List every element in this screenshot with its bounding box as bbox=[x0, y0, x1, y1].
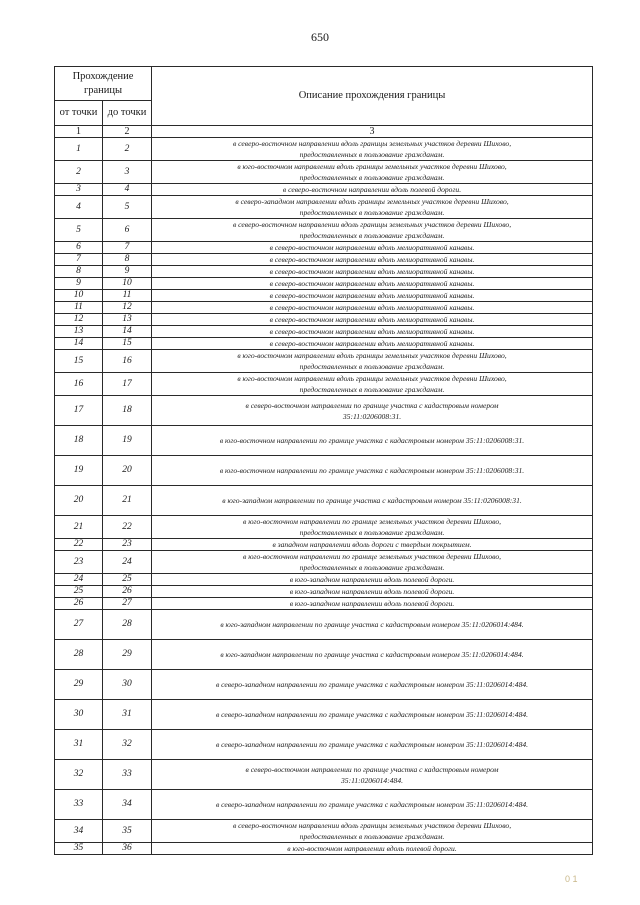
table-row bbox=[55, 539, 593, 551]
to-point-cell: 9 bbox=[103, 266, 152, 278]
from-point-cell: 9 bbox=[55, 278, 103, 290]
to-point-cell: 15 bbox=[103, 338, 152, 350]
description-line: в юго-восточном направлении вдоль границы земельных участков деревни Шихово, bbox=[237, 162, 507, 171]
to-point-cell: 21 bbox=[103, 486, 152, 516]
table-row bbox=[55, 586, 593, 598]
from-point-cell: 23 bbox=[55, 551, 103, 574]
description-line: предоставленных в пользование гражданам. bbox=[299, 385, 445, 394]
to-point-cell: 11 bbox=[103, 290, 152, 302]
description-line: в северо-восточном направлении вдоль полевой дороги. bbox=[282, 185, 462, 194]
from-point-cell: 25 bbox=[55, 586, 103, 598]
description-line: в северо-восточном направлении вдоль границы земельных участков деревни Шихово, bbox=[232, 220, 512, 229]
description-cell bbox=[152, 242, 593, 254]
table-row bbox=[55, 242, 593, 254]
description-cell bbox=[152, 161, 593, 184]
table-row bbox=[55, 254, 593, 266]
table-row bbox=[55, 396, 593, 426]
description-cell bbox=[152, 254, 593, 266]
description-line: 35:11:0206014:484. bbox=[340, 775, 404, 785]
table-row bbox=[55, 338, 593, 350]
from-point-cell: 3 bbox=[55, 184, 103, 196]
from-point-cell: 18 bbox=[55, 426, 103, 456]
to-point-cell: 22 bbox=[103, 516, 152, 539]
column-number: 3 bbox=[152, 126, 593, 138]
description-cell bbox=[152, 184, 593, 196]
to-point-cell: 25 bbox=[103, 574, 152, 586]
description-line: предоставленных в пользование гражданам. bbox=[299, 362, 445, 371]
description-cell bbox=[152, 670, 593, 700]
table-row bbox=[55, 516, 593, 539]
from-point-cell: 8 bbox=[55, 266, 103, 278]
description-line: предоставленных в пользование гражданам. bbox=[299, 563, 445, 572]
description-line: в юго-восточном направлении по границе земельных участков деревни Шихово, bbox=[243, 552, 502, 561]
to-point-cell: 31 bbox=[103, 700, 152, 730]
description-line: в северо-восточном направлении вдоль мелиоративной канавы. bbox=[269, 291, 475, 300]
from-point-cell: 2 bbox=[55, 161, 103, 184]
from-point-cell: 15 bbox=[55, 350, 103, 373]
description-line: в юго-западном направлении по границе участка с кадастровым номером 35:11:0206008:31. bbox=[222, 496, 522, 505]
description-line: в юго-восточном направлении вдоль границы земельных участков деревни Шихово, bbox=[237, 374, 507, 383]
description-cell bbox=[152, 373, 593, 396]
from-point-cell: 7 bbox=[55, 254, 103, 266]
description-line: 35:11:0206008:31. bbox=[342, 411, 402, 421]
from-point-cell: 10 bbox=[55, 290, 103, 302]
from-point-header: от точки bbox=[55, 101, 103, 126]
table-row bbox=[55, 161, 593, 184]
description-line: в северо-западном направлении вдоль границы земельных участков деревни Шихово, bbox=[235, 197, 509, 206]
to-point-cell: 20 bbox=[103, 456, 152, 486]
description-line: предоставленных в пользование гражданам. bbox=[299, 832, 445, 841]
from-point-cell: 34 bbox=[55, 820, 103, 843]
description-cell bbox=[152, 314, 593, 326]
from-point-cell: 11 bbox=[55, 302, 103, 314]
description-line: в юго-западном направлении по границе участка с кадастровым номером 35:11:0206014:484. bbox=[220, 650, 524, 659]
table-row bbox=[55, 373, 593, 396]
table-row bbox=[55, 314, 593, 326]
from-point-cell: 21 bbox=[55, 516, 103, 539]
table-row bbox=[55, 278, 593, 290]
to-point-cell: 6 bbox=[103, 219, 152, 242]
to-point-cell: 28 bbox=[103, 610, 152, 640]
to-point-cell: 23 bbox=[103, 539, 152, 551]
corner-mark: 0 1 bbox=[565, 874, 578, 884]
to-point-cell: 7 bbox=[103, 242, 152, 254]
from-point-cell: 4 bbox=[55, 196, 103, 219]
table-row bbox=[55, 326, 593, 338]
from-point-cell: 24 bbox=[55, 574, 103, 586]
table-row bbox=[55, 760, 593, 790]
description-cell bbox=[152, 790, 593, 820]
from-point-cell: 19 bbox=[55, 456, 103, 486]
description-line: в юго-западном направлении вдоль полевой дороги. bbox=[289, 575, 455, 584]
description-cell bbox=[152, 640, 593, 670]
table-row bbox=[55, 843, 593, 855]
table-row bbox=[55, 456, 593, 486]
description-cell bbox=[152, 574, 593, 586]
description-cell bbox=[152, 516, 593, 539]
description-cell bbox=[152, 700, 593, 730]
to-point-cell: 24 bbox=[103, 551, 152, 574]
description-line: в северо-восточном направлении по границе участка с кадастровым номером bbox=[245, 764, 499, 774]
description-line: в северо-восточном направлении вдоль мелиоративной канавы. bbox=[269, 315, 475, 324]
description-line: в северо-восточном направлении вдоль мелиоративной канавы. bbox=[269, 327, 475, 336]
description-cell bbox=[152, 586, 593, 598]
table-row bbox=[55, 610, 593, 640]
description-cell bbox=[152, 326, 593, 338]
to-point-cell: 19 bbox=[103, 426, 152, 456]
to-point-cell: 34 bbox=[103, 790, 152, 820]
from-point-cell: 16 bbox=[55, 373, 103, 396]
description-line: в северо-восточном направлении вдоль мелиоративной канавы. bbox=[269, 243, 475, 252]
description-cell bbox=[152, 138, 593, 161]
from-point-cell: 17 bbox=[55, 396, 103, 426]
table-row bbox=[55, 551, 593, 574]
description-line: в северо-восточном направлении вдоль мелиоративной канавы. bbox=[269, 279, 475, 288]
from-point-cell: 22 bbox=[55, 539, 103, 551]
to-point-cell: 30 bbox=[103, 670, 152, 700]
table-row bbox=[55, 219, 593, 242]
from-point-cell: 20 bbox=[55, 486, 103, 516]
description-line: в юго-восточном направлении вдоль полевой дороги. bbox=[287, 844, 457, 853]
description-line: в юго-западном направлении вдоль полевой дороги. bbox=[289, 599, 455, 608]
table-row bbox=[55, 820, 593, 843]
description-line: в юго-восточном направлении по границе земельных участков деревни Шихово, bbox=[243, 517, 502, 526]
description-cell bbox=[152, 396, 593, 426]
table-row bbox=[55, 640, 593, 670]
description-line: в северо-восточном направлении вдоль границы земельных участков деревни Шихово, bbox=[232, 821, 512, 830]
page-number: 650 bbox=[311, 30, 329, 44]
to-point-cell: 35 bbox=[103, 820, 152, 843]
description-cell bbox=[152, 598, 593, 610]
from-point-cell: 12 bbox=[55, 314, 103, 326]
from-point-cell: 6 bbox=[55, 242, 103, 254]
to-point-cell: 29 bbox=[103, 640, 152, 670]
description-line: в юго-западном направлении по границе участка с кадастровым номером 35:11:0206014:484. bbox=[220, 620, 524, 629]
description-line: в северо-восточном направлении вдоль мелиоративной канавы. bbox=[269, 339, 475, 348]
to-point-cell: 3 bbox=[103, 161, 152, 184]
to-point-cell: 17 bbox=[103, 373, 152, 396]
description-line: в северо-западном направлении по границе участка с кадастровым номером 35:11:0206014:484. bbox=[215, 680, 529, 689]
description-cell bbox=[152, 539, 593, 551]
table-row bbox=[55, 598, 593, 610]
table-row bbox=[55, 730, 593, 760]
table-row bbox=[55, 350, 593, 373]
to-point-cell: 5 bbox=[103, 196, 152, 219]
description-cell bbox=[152, 196, 593, 219]
description-line: предоставленных в пользование гражданам. bbox=[299, 173, 445, 182]
description-line: в северо-западном направлении по границе участка с кадастровым номером 35:11:0206014:484. bbox=[215, 740, 529, 749]
to-point-cell: 26 bbox=[103, 586, 152, 598]
description-line: предоставленных в пользование гражданам. bbox=[299, 208, 445, 217]
description-cell bbox=[152, 843, 593, 855]
from-point-cell: 13 bbox=[55, 326, 103, 338]
description-line: в северо-западном направлении по границе участка с кадастровым номером 35:11:0206014:484. bbox=[215, 800, 529, 809]
description-line: в северо-восточном направлении вдоль мелиоративной канавы. bbox=[269, 255, 475, 264]
description-line: в северо-западном направлении по границе участка с кадастровым номером 35:11:0206014:484. bbox=[215, 710, 529, 719]
table-row bbox=[55, 670, 593, 700]
from-point-cell: 30 bbox=[55, 700, 103, 730]
description-line: в юго-западном направлении вдоль полевой дороги. bbox=[289, 587, 455, 596]
description-line: в северо-восточном направлении вдоль мелиоративной канавы. bbox=[269, 267, 475, 276]
description-line: предоставленных в пользование гражданам. bbox=[299, 150, 445, 159]
from-point-cell: 1 bbox=[55, 138, 103, 161]
description-cell bbox=[152, 338, 593, 350]
description-line: в юго-восточном направлении по границе участка с кадастровым номером 35:11:0206008:31. bbox=[219, 466, 525, 475]
to-point-cell: 10 bbox=[103, 278, 152, 290]
to-point-cell: 18 bbox=[103, 396, 152, 426]
table-row bbox=[55, 196, 593, 219]
to-point-cell: 4 bbox=[103, 184, 152, 196]
to-point-cell: 13 bbox=[103, 314, 152, 326]
from-point-cell: 5 bbox=[55, 219, 103, 242]
description-line: в северо-восточном направлении вдоль мелиоративной канавы. bbox=[269, 303, 475, 312]
table-row bbox=[55, 790, 593, 820]
to-point-cell: 27 bbox=[103, 598, 152, 610]
description-cell bbox=[152, 820, 593, 843]
description-cell bbox=[152, 290, 593, 302]
description-line: в западном направлении вдоль дороги с твердым покрытием. bbox=[272, 540, 472, 549]
from-point-cell: 31 bbox=[55, 730, 103, 760]
description-cell bbox=[152, 610, 593, 640]
description-cell bbox=[152, 266, 593, 278]
description-cell bbox=[152, 551, 593, 574]
from-point-cell: 33 bbox=[55, 790, 103, 820]
table-row bbox=[55, 138, 593, 161]
from-point-cell: 14 bbox=[55, 338, 103, 350]
column-number: 1 bbox=[55, 126, 103, 138]
from-point-cell: 26 bbox=[55, 598, 103, 610]
description-line: предоставленных в пользование гражданам. bbox=[299, 528, 445, 537]
description-line: в северо-восточном направлении по границе участка с кадастровым номером bbox=[245, 400, 499, 410]
to-point-header: до точки bbox=[103, 101, 152, 126]
from-point-cell: 27 bbox=[55, 610, 103, 640]
description-cell bbox=[152, 350, 593, 373]
table-row bbox=[55, 184, 593, 196]
to-point-cell: 14 bbox=[103, 326, 152, 338]
column-number: 2 bbox=[103, 126, 152, 138]
column-number-row bbox=[55, 126, 593, 138]
boundary-table bbox=[54, 66, 593, 855]
to-point-cell: 32 bbox=[103, 730, 152, 760]
table-body bbox=[55, 126, 593, 855]
description-line: в юго-восточном направлении по границе участка с кадастровым номером 35:11:0206008:31. bbox=[219, 436, 525, 445]
description-cell bbox=[152, 278, 593, 290]
description-cell bbox=[152, 219, 593, 242]
description-cell bbox=[152, 426, 593, 456]
description-line: в юго-восточном направлении вдоль границы земельных участков деревни Шихово, bbox=[237, 351, 507, 360]
table-row bbox=[55, 486, 593, 516]
description-cell bbox=[152, 730, 593, 760]
from-point-cell: 29 bbox=[55, 670, 103, 700]
table-row bbox=[55, 574, 593, 586]
description-cell bbox=[152, 760, 593, 790]
to-point-cell: 12 bbox=[103, 302, 152, 314]
to-point-cell: 33 bbox=[103, 760, 152, 790]
table-row bbox=[55, 266, 593, 278]
table-row bbox=[55, 426, 593, 456]
description-cell bbox=[152, 302, 593, 314]
description-line: в северо-восточном направлении вдоль границы земельных участков деревни Шихово, bbox=[232, 139, 512, 148]
description-cell bbox=[152, 486, 593, 516]
description-header: Описание прохождения границы bbox=[152, 67, 593, 126]
from-point-cell: 28 bbox=[55, 640, 103, 670]
table-row bbox=[55, 290, 593, 302]
to-point-cell: 16 bbox=[103, 350, 152, 373]
table-row bbox=[55, 302, 593, 314]
passage-header: Прохождение границы bbox=[55, 67, 152, 101]
table-row bbox=[55, 700, 593, 730]
from-point-cell: 32 bbox=[55, 760, 103, 790]
from-point-cell: 35 bbox=[55, 843, 103, 855]
description-cell bbox=[152, 456, 593, 486]
to-point-cell: 2 bbox=[103, 138, 152, 161]
to-point-cell: 36 bbox=[103, 843, 152, 855]
description-line: предоставленных в пользование гражданам. bbox=[299, 231, 445, 240]
to-point-cell: 8 bbox=[103, 254, 152, 266]
